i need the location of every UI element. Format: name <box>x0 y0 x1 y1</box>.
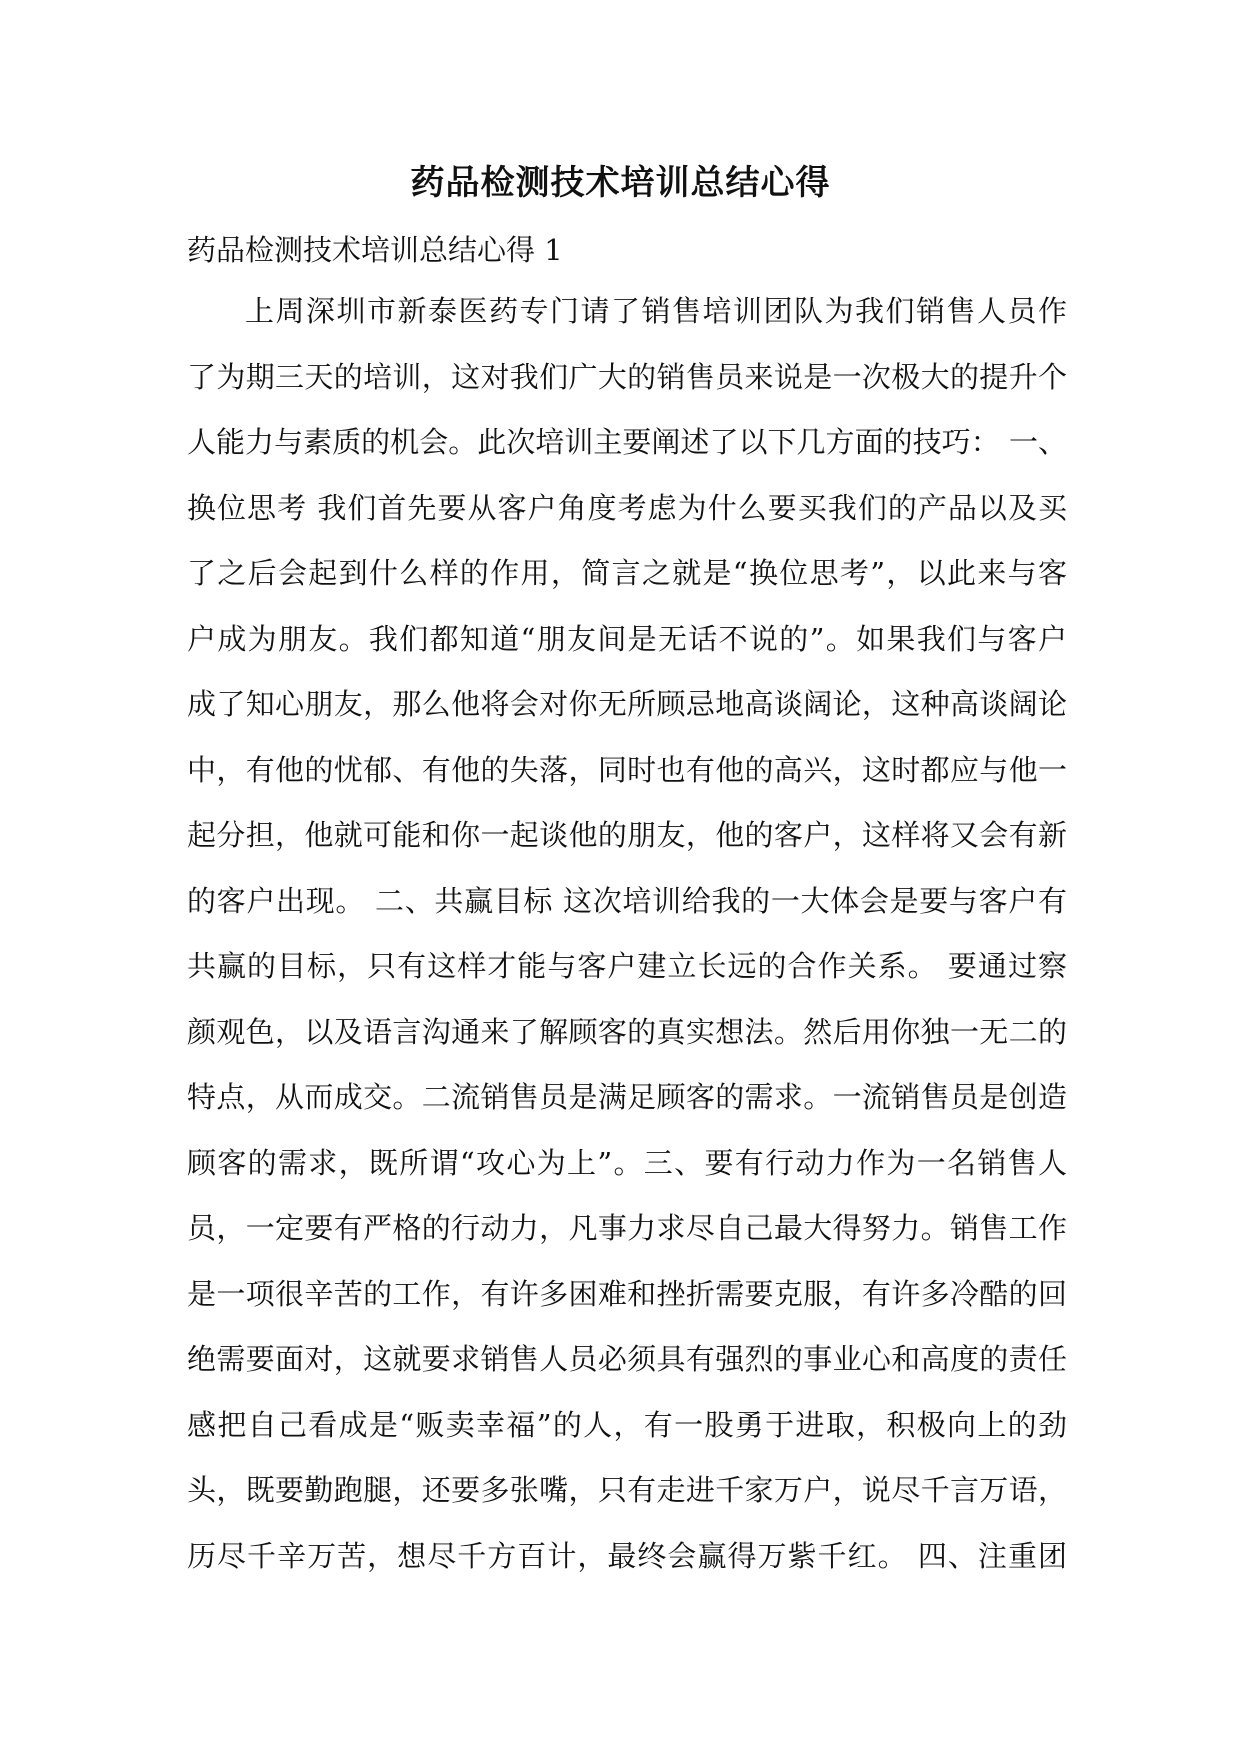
text-line: 成了知心朋友，那么他将会对你无所顾忌地高谈阔论，这种高谈阔论 <box>187 687 1067 721</box>
text-line: 换位思考 我们首先要从客户角度考虑为什么要买我们的产品以及买 <box>187 490 1067 525</box>
text-line: 特点，从而成交。二流销售员是满足顾客的需求。一流销售员是创造 <box>187 1080 1067 1114</box>
text-line: 的客户出现。 二、共赢目标 这次培训给我的一大体会是要与客户有 <box>187 883 1067 918</box>
text-line: 颜观色，以及语言沟通来了解顾客的真实想法。然后用你独一无二的 <box>187 1014 1067 1049</box>
text-line: 了为期三天的培训，这对我们广大的销售员来说是一次极大的提升个 <box>187 359 1067 394</box>
text-line: 人能力与素质的机会。此次培训主要阐述了以下几方面的技巧： 一、 <box>187 425 1067 459</box>
text-line: 员，一定要有严格的行动力，凡事力求尽自己最大得努力。销售工作 <box>187 1211 1067 1245</box>
text-line: 是一项很辛苦的工作，有许多困难和挫折需要克服，有许多冷酷的回 <box>187 1276 1067 1311</box>
text-line: 绝需要面对，这就要求销售人员必须具有强烈的事业心和高度的责任 <box>187 1342 1067 1376</box>
text-line: 上周深圳市新泰医药专门请了销售培训团队为我们销售人员作 <box>245 294 1067 328</box>
section-heading: 药品检测技术培训总结心得 1 <box>187 233 563 267</box>
document-title: 药品检测技术培训总结心得 <box>410 163 831 203</box>
text-line: 户成为朋友。我们都知道“朋友间是无话不说的”。如果我们与客户 <box>187 621 1067 656</box>
text-line: 历尽千辛万苦，想尽千方百计，最终会赢得万紫千红。 四、注重团 <box>187 1538 1067 1573</box>
text-line: 共赢的目标，只有这样才能与客户建立长远的合作关系。 要通过察 <box>187 949 1067 983</box>
text-line: 起分担，他就可能和你一起谈他的朋友，他的客户，这样将又会有新 <box>187 818 1067 852</box>
text-line: 头，既要勤跑腿，还要多张嘴，只有走进千家万户，说尽千言万语， <box>187 1473 1067 1507</box>
text-line: 中，有他的忧郁、有他的失落，同时也有他的高兴，这时都应与他一 <box>187 752 1067 787</box>
text-line: 了之后会起到什么样的作用，简言之就是“换位思考”，以此来与客 <box>187 556 1067 590</box>
body-paragraph <box>187 289 1067 1599</box>
text-line: 顾客的需求，既所谓“攻心为上”。三、要有行动力作为一名销售人 <box>187 1145 1067 1180</box>
text-line: 感把自己看成是“贩卖幸福”的人，有一股勇于进取，积极向上的劲 <box>187 1407 1067 1442</box>
